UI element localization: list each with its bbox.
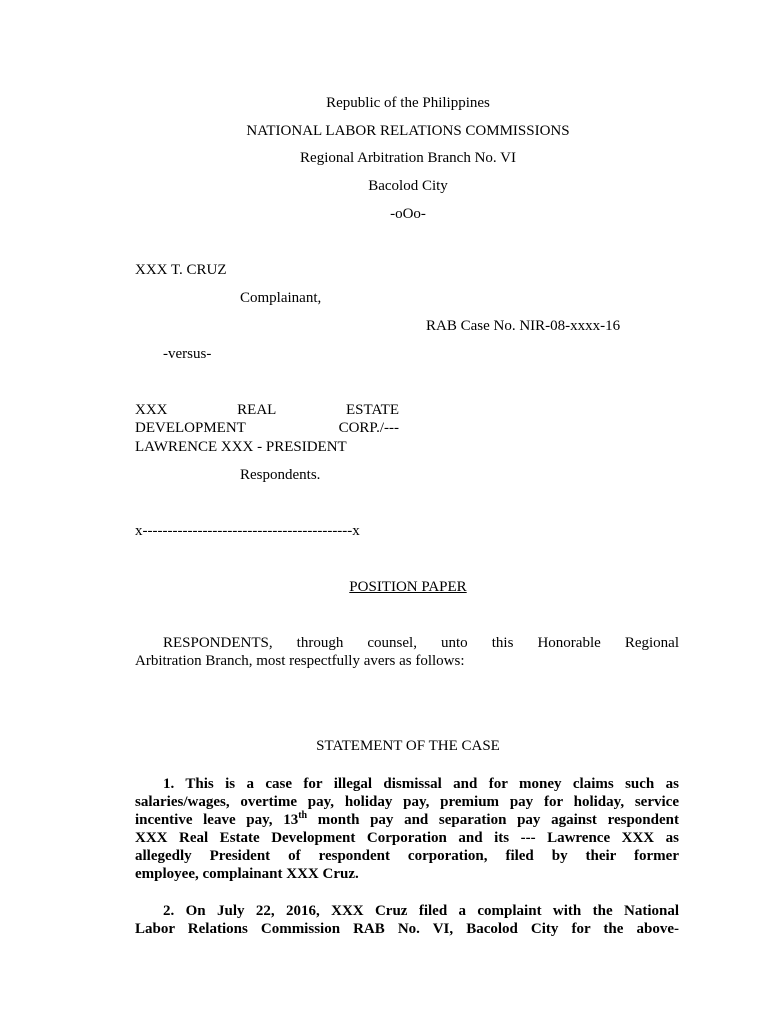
respondents-label: Respondents. <box>240 467 321 483</box>
paragraph-line: RESPONDENTS, through counsel, unto this Honorable Regional <box>163 635 679 651</box>
respondent-word: CORP./--- <box>338 420 399 436</box>
versus-label: -versus- <box>163 346 212 362</box>
case-number: RAB Case No. NIR-08-xxxx-16 <box>426 318 621 334</box>
respondent-line-1 <box>135 401 399 419</box>
respondent-line-3: LAWRENCE XXX - PRESIDENT <box>135 439 347 455</box>
header-commission: NATIONAL LABOR RELATIONS COMMISSIONS <box>246 123 570 139</box>
paragraph-line: Labor Relations Commission RAB No. VI, Bacolod City for the above- <box>135 921 679 937</box>
respondent-word: DEVELOPMENT <box>135 420 246 436</box>
paragraph-line <box>135 811 679 829</box>
header-city: Bacolod City <box>368 178 448 194</box>
complainant-name: XXX T. CRUZ <box>135 262 227 278</box>
text-run: month pay and separation pay against respondent <box>307 812 679 828</box>
intro-paragraph <box>135 634 679 670</box>
paragraph-line: allegedly President of respondent corporation, filed by their former <box>135 848 679 864</box>
document-title: POSITION PAPER <box>349 579 467 595</box>
paragraph-1 <box>135 775 679 883</box>
paragraph-2 <box>135 902 679 938</box>
header-ornament: -oOo- <box>390 206 426 222</box>
respondent-word: REAL <box>237 402 277 418</box>
complainant-label: Complainant, <box>240 290 322 306</box>
paragraph-line: XXX Real Estate Development Corporation and its --- Lawrence XXX as <box>135 830 679 846</box>
header-republic: Republic of the Philippines <box>326 95 490 111</box>
caption-separator: x------------------------------------------x <box>135 523 360 539</box>
respondent-line-2 <box>135 419 399 437</box>
respondent-word: XXX <box>135 402 168 418</box>
header-branch: Regional Arbitration Branch No. VI <box>300 150 516 166</box>
text-run: incentive leave pay, 13 <box>135 812 299 828</box>
paragraph-line: 2. On July 22, 2016, XXX Cruz filed a complaint with the National <box>163 903 679 919</box>
section-title: STATEMENT OF THE CASE <box>316 738 500 754</box>
paragraph-line: salaries/wages, overtime pay, holiday pay, premium pay for holiday, service <box>135 794 679 810</box>
paragraph-line: employee, complainant XXX Cruz. <box>135 866 359 882</box>
respondent-word: ESTATE <box>346 402 399 418</box>
paragraph-line: 1. This is a case for illegal dismissal and for money claims such as <box>163 776 679 792</box>
paragraph-line: Arbitration Branch, most respectfully avers as follows: <box>135 653 465 669</box>
superscript: th <box>298 810 308 821</box>
